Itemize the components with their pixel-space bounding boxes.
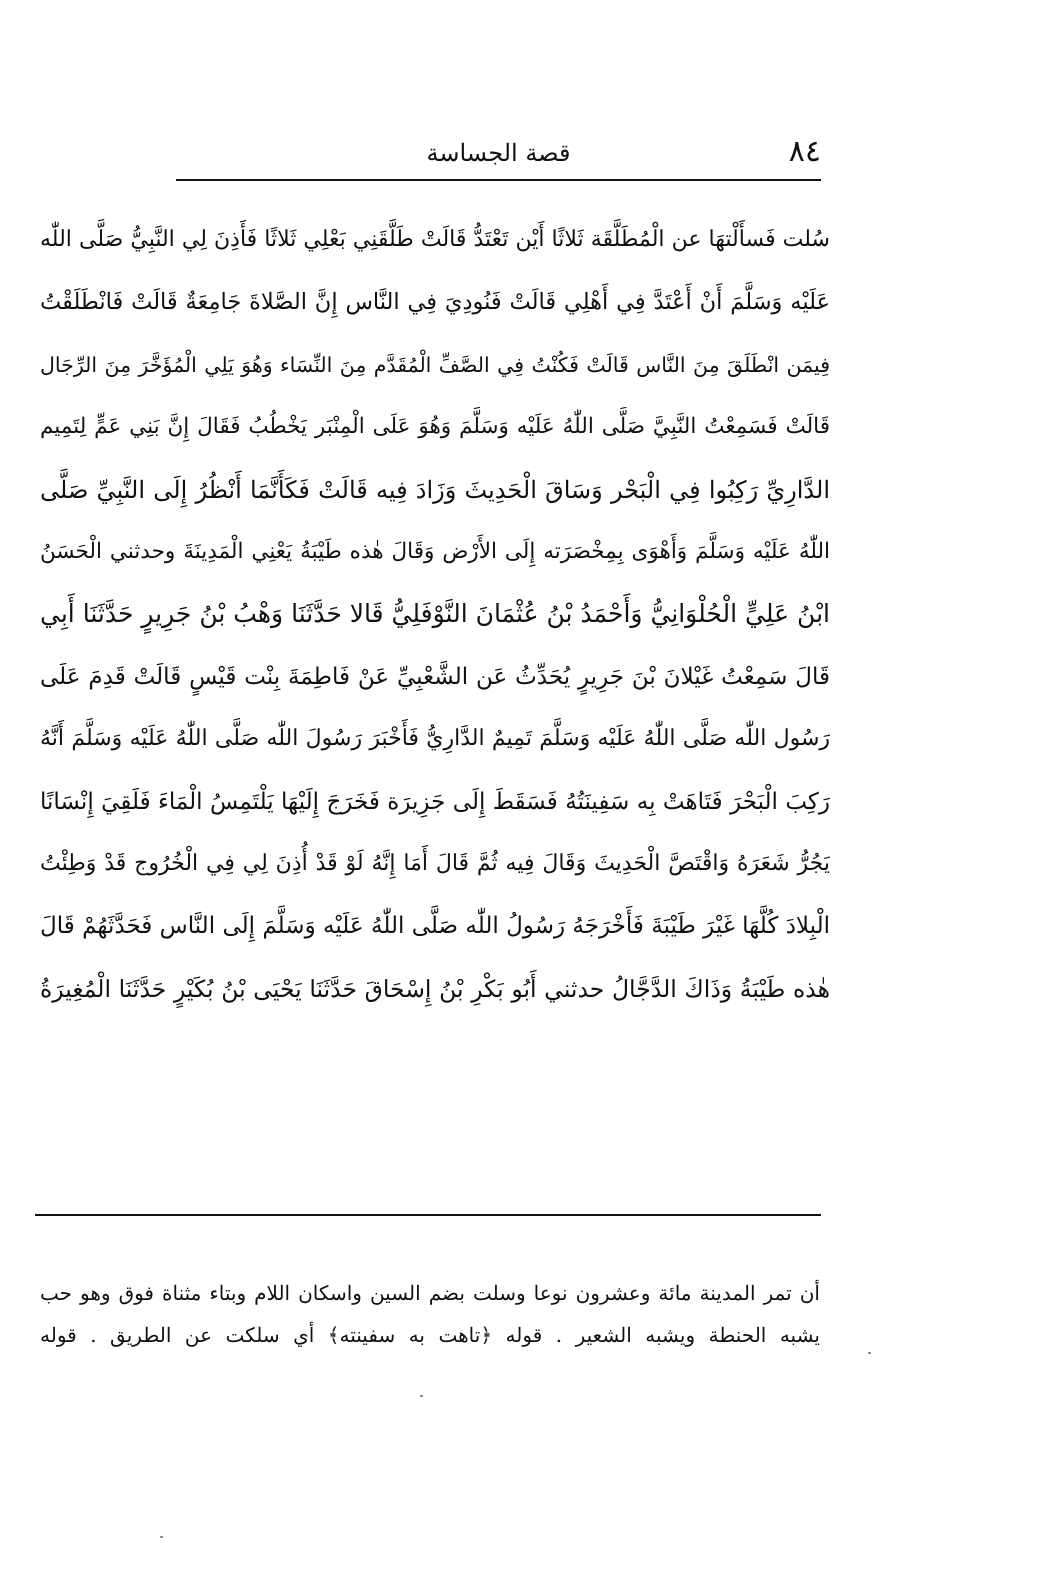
hadith-text (40, 209, 830, 1020)
text-line: سُلت فَسأَلْتهَا عن الْمُطَلَّقَة ثَلاثًا أَيْن تَعْتَدُّ قَالَتْ طَلَّقَنِي بَعْلِي ثَلاثًا فَأَذِنَ لِي النَّبِيُّ صَلَّى اللّٰه (40, 227, 830, 252)
text-line: رَسُول اللّٰه صَلَّى اللّٰهُ عَلَيْه وَسَلَّمَ تَمِيمٌ الدَّارِيُّ فَأَخْبَرَ رَسُولَ اللّٰه صَلَّى اللّٰهُ عَلَيْه وَسَلَّمَ أَنَّهُ (40, 726, 830, 752)
page-number: ٨٤ (788, 134, 821, 169)
scan-speck (420, 1395, 423, 1397)
text-line: عَلَيْه وَسَلَّمَ أَنْ أَعْتَدَّ فِي أَهْلِي قَالَتْ فَنُودِيَ فِي النَّاس إِنَّ الصَّلاةَ جَامِعَةٌ قَالَتْ فَانْطَلَقْتُ (40, 289, 830, 316)
text-line: فِيمَن انْطَلَقَ مِنَ النَّاس قَالَتْ فَكُنْتُ فِي الصَّفِّ الْمُقَدَّم مِنَ النِّسَاء وَهُوَ يَلِي الْمُؤَخَّرَ مِنَ الرِّجَال (40, 352, 830, 377)
text-line: اللّٰهُ عَلَيْه وَسَلَّمَ وَأَهْوَى بِمِخْصَرَته إِلَى الأَرْض وَقَالَ هٰذه طَيْبَةُ يَعْنِي الْمَدِينَةَ وحدثني الْحَسَنُ (40, 538, 830, 564)
text-line: الْبِلادَ كُلَّهَا غَيْرَ طَيْبَةَ فَأَخْرَجَهُ رَسُولُ اللّٰه صَلَّى اللّٰهُ عَلَيْه وَسَلَّمَ إِلَى النَّاس فَحَدَّثَهُمْ قَالَ (40, 913, 830, 940)
text-line: رَكِبَ الْبَحْرَ فَتَاهَتْ بِه سَفِينَتُهُ فَسَقَطَ إِلَى جَزِيرَة فَخَرَجَ إِلَيْهَا يَلْتَمِسُ الْمَاءَ فَلَقِيَ إِنْسَانًا (40, 788, 830, 815)
text-line: هٰذه طَيْبَةُ وَذَاكَ الدَّجَّالُ حدثني أَبُو بَكْرِ بْنُ إِسْحَاقَ حَدَّثَنَا يَحْيَى بْنُ بُكَيْرٍ حَدَّثَنَا الْمُغِيرَةُ (40, 974, 830, 1003)
text-line: قَالَ سَمِعْتُ غَيْلانَ بْنَ جَرِيرٍ يُحَدِّثُ عَن الشَّعْبِيِّ عَنْ فَاطِمَةَ بِنْت قَيْسٍ قَالَتْ قَدِمَ عَلَى (40, 663, 830, 690)
text-line: الدَّارِيِّ رَكِبُوا فِي الْبَحْر وَسَاقَ الْحَدِيثَ وَزَادَ فِيه قَالَتْ فَكَأَنَّمَا أَنْظُرُ إِلَى النَّبِيِّ صَلَّى (40, 475, 830, 504)
text-line: ابْنُ عَلِيٍّ الْحُلْوَانِيُّ وَأَحْمَدُ بْنُ عُثْمَانَ النَّوْفَلِيُّ قَالا حَدَّثَنَا وَهْبُ بْنُ جَرِيرٍ حَدَّثَنَا أَبِي (40, 599, 830, 629)
text-line: يَجُرُّ شَعَرَهُ وَاقْتَصَّ الْحَدِيثَ وَقَالَ فِيه ثُمَّ قَالَ أَمَا إِنَّهُ لَوْ قَدْ أُذِنَ لِي فِي الْخُرُوج قَدْ وَطِئْتُ (40, 850, 830, 876)
footnote-line: أن تمر المدينة مائة وعشرون نوعا وسلت بضم السين واسكان اللام وبتاء مثناة فوق وهو حب (40, 1281, 820, 1305)
running-head (176, 130, 821, 174)
text-line: قَالَتْ فَسَمِعْتُ النَّبِيَّ صَلَّى اللّٰهُ عَلَيْه وَسَلَّمَ وَهُوَ عَلَى الْمِنْبَر يَخْطُبُ فَقَالَ إِنَّ بَنِي عَمٍّ لِتَمِيم (40, 414, 830, 440)
footnotes (40, 1272, 820, 1356)
scan-speck (868, 1352, 871, 1354)
running-title: قصة الجساسة (426, 139, 571, 167)
footnote-line: يشبه الحنطة ويشبه الشعير . قوله ﴿تاهت به سفينته﴾ أي سلكت عن الطريق . قوله (40, 1323, 820, 1347)
header-rule (176, 179, 821, 181)
footnote-rule (35, 1214, 821, 1216)
scan-speck (160, 1536, 163, 1538)
